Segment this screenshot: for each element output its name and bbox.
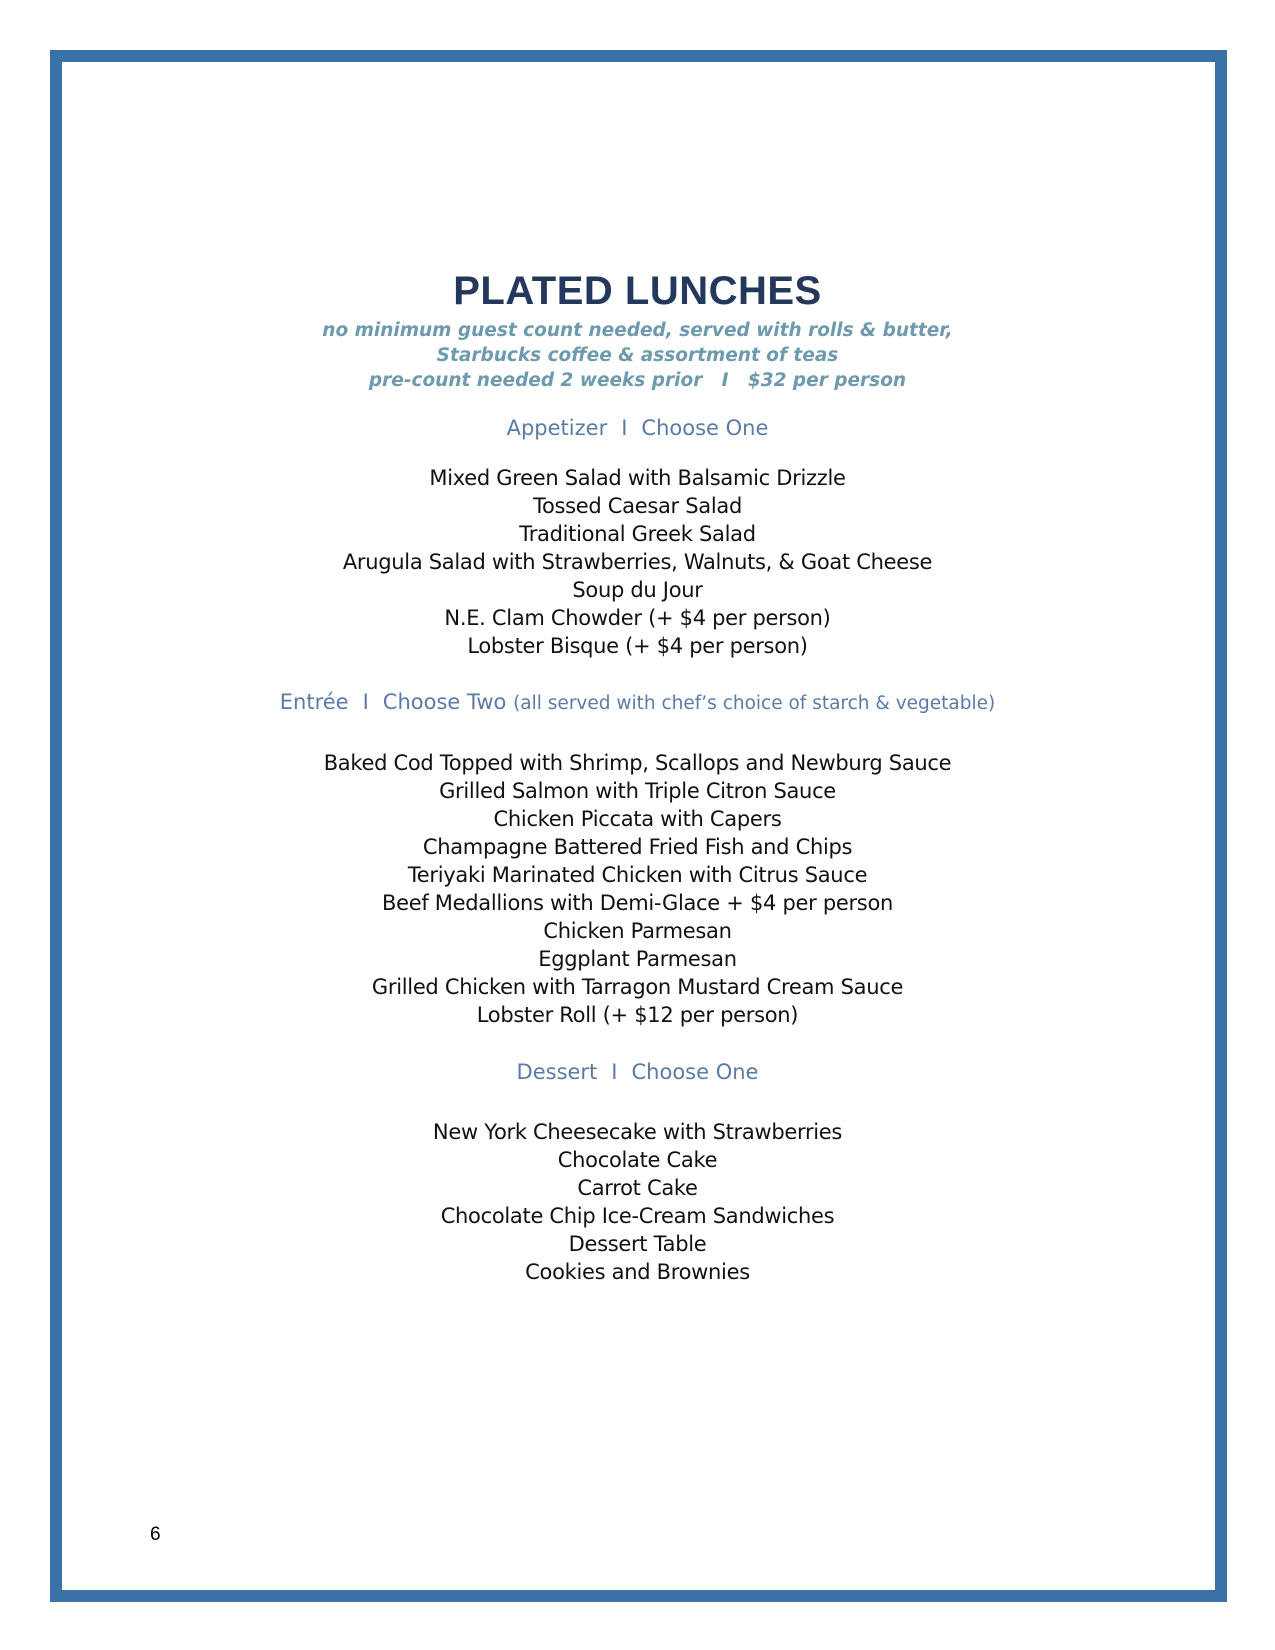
list-item: New York Cheesecake with Strawberries [432, 1120, 843, 1144]
list-item: Arugula Salad with Strawberries, Walnuts, & Goat Cheese [342, 550, 933, 574]
dessert-list [0, 1118, 1275, 1286]
page-title: PLATED LUNCHES [453, 269, 822, 313]
list-item: Soup du Jour [572, 578, 703, 602]
appetizer-list [0, 464, 1275, 660]
entree-label: Entrée [279, 690, 349, 714]
dessert-label: Dessert [516, 1060, 598, 1084]
appetizer-separator: I [621, 416, 628, 440]
list-item: Teriyaki Marinated Chicken with Citrus Sauce [407, 863, 868, 887]
page-number: 6 [150, 1524, 161, 1545]
appetizer-label: Appetizer [506, 416, 608, 440]
list-item: Champagne Battered Fried Fish and Chips [422, 835, 853, 859]
entree-heading [0, 690, 1275, 714]
list-item: Tossed Caesar Salad [532, 494, 743, 518]
list-item: Chicken Piccata with Capers [493, 807, 782, 831]
subtitle-line-1: no minimum guest count needed, served with rolls & butter, [322, 320, 953, 341]
dessert-choice: Choose One [631, 1060, 759, 1084]
list-item: Carrot Cake [577, 1176, 698, 1200]
dessert-separator: I [611, 1060, 618, 1084]
list-item: Baked Cod Topped with Shrimp, Scallops and Newburg Sauce [323, 751, 952, 775]
list-item: N.E. Clam Chowder (+ $4 per person) [444, 606, 831, 630]
subtitle-line-3: pre-count needed 2 weeks prior I $32 per person [368, 370, 907, 391]
list-item: Lobster Roll (+ $12 per person) [476, 1003, 799, 1027]
entree-separator: I [362, 690, 369, 714]
appetizer-heading [0, 416, 1275, 440]
appetizer-choice: Choose One [641, 416, 769, 440]
list-item: Grilled Chicken with Tarragon Mustard Cream Sauce [371, 975, 904, 999]
dessert-heading [0, 1060, 1275, 1084]
entree-note: (all served with chef’s choice of starch & vegetable) [513, 693, 996, 714]
subtitle-line-2: Starbucks coffee & assortment of teas [436, 345, 839, 366]
list-item: Mixed Green Salad with Balsamic Drizzle [429, 466, 846, 490]
list-item: Lobster Bisque (+ $4 per person) [467, 634, 808, 658]
entree-choice: Choose Two [382, 690, 507, 714]
list-item: Dessert Table [568, 1232, 707, 1256]
list-item: Chicken Parmesan [543, 919, 732, 943]
list-item: Traditional Greek Salad [519, 522, 756, 546]
list-item: Cookies and Brownies [525, 1260, 750, 1284]
list-item: Grilled Salmon with Triple Citron Sauce [439, 779, 836, 803]
list-item: Chocolate Chip Ice-Cream Sandwiches [440, 1204, 835, 1228]
list-item: Eggplant Parmesan [538, 947, 737, 971]
list-item: Chocolate Cake [557, 1148, 718, 1172]
entree-list [0, 749, 1275, 1029]
list-item: Beef Medallions with Demi-Glace + $4 per person [381, 891, 893, 915]
